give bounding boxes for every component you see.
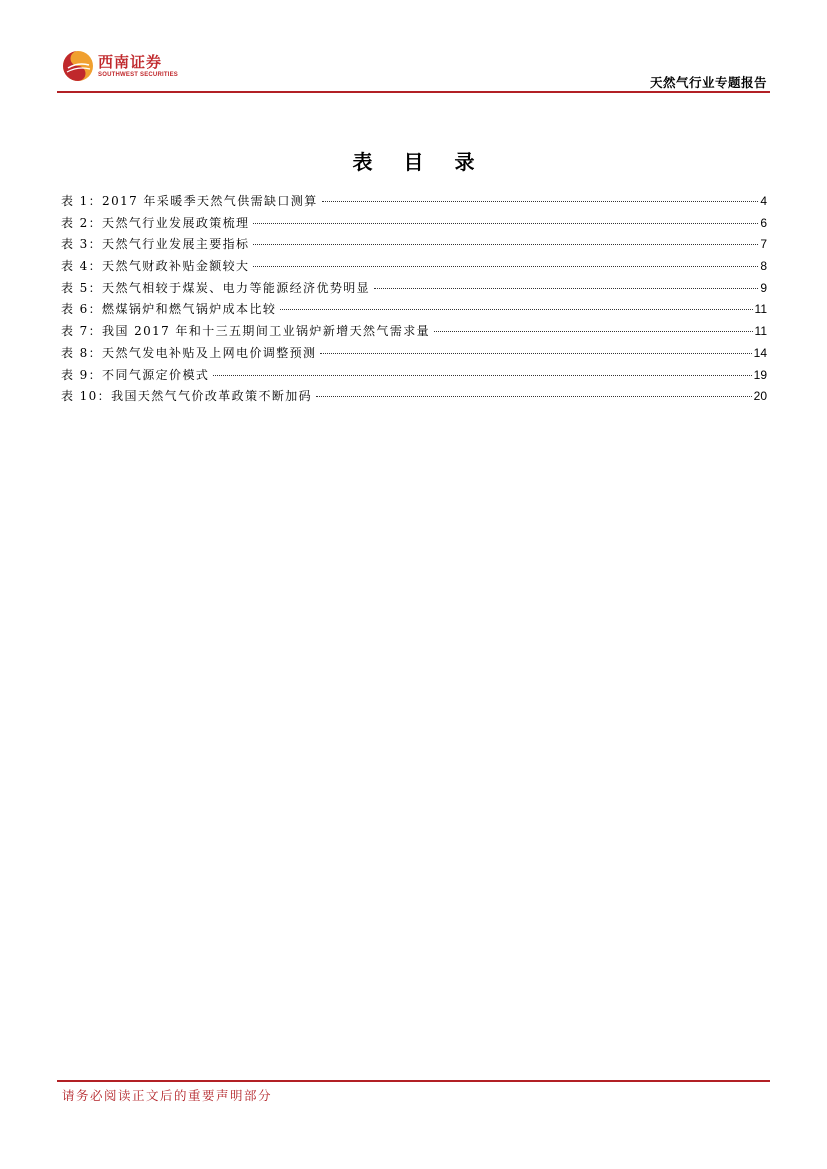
toc-entry[interactable] — [61, 322, 767, 344]
report-title: 天然气行业专题报告 — [649, 75, 767, 90]
toc-entry-page: 11 — [754, 324, 767, 339]
toc-entry[interactable] — [61, 300, 767, 322]
toc-dot-leader — [253, 244, 758, 245]
toc-entry[interactable] — [61, 235, 767, 257]
toc-entry[interactable] — [61, 344, 767, 366]
toc-entry-page: 8 — [760, 259, 767, 274]
toc-entry-page: 20 — [753, 389, 767, 404]
toc-entry[interactable] — [61, 257, 767, 279]
toc-dot-leader — [280, 309, 752, 310]
toc-entry[interactable] — [61, 279, 767, 301]
toc-entry[interactable] — [61, 366, 767, 388]
toc-dot-leader — [434, 331, 753, 332]
toc-entry[interactable] — [61, 192, 767, 214]
logo-english-name: SOUTHWEST SECURITIES — [98, 71, 179, 78]
logo-chinese-name: 西南证券 — [98, 52, 163, 71]
toc-dot-leader — [374, 288, 758, 289]
footer-disclaimer: 请务必阅读正文后的重要声明部分 — [62, 1088, 273, 1103]
toc-entry-label: 表 9：不同气源定价模式 — [61, 367, 210, 382]
toc-dot-leader — [320, 353, 751, 354]
toc-dot-leader — [253, 223, 758, 224]
toc-entry-label: 表 8：天然气发电补贴及上网电价调整预测 — [61, 345, 317, 360]
toc-entry-label: 表 3：天然气行业发展主要指标 — [61, 237, 250, 252]
header-divider — [57, 91, 770, 93]
toc-entry-label: 表 1：2017 年采暖季天然气供需缺口测算 — [61, 194, 318, 208]
toc-entry-page: 11 — [754, 302, 767, 317]
toc-entry-label: 表 4：天然气财政补贴金额较大 — [61, 259, 250, 274]
toc-entry-page: 9 — [760, 280, 767, 295]
toc-entry-label: 表 2：天然气行业发展政策梳理 — [61, 215, 250, 230]
toc-entry-page: 7 — [760, 237, 767, 252]
toc-entry[interactable] — [61, 387, 767, 409]
toc-dot-leader — [322, 201, 759, 202]
toc-dot-leader — [253, 266, 758, 267]
footer-divider — [57, 1080, 770, 1082]
toc-entry-page: 19 — [753, 367, 767, 382]
toc-entry-label: 表 6：燃煤锅炉和燃气锅炉成本比较 — [61, 302, 277, 317]
southwest-securities-logo-icon — [62, 50, 94, 82]
toc-dot-leader — [316, 396, 752, 397]
toc-entry-page: 6 — [760, 215, 767, 230]
company-logo — [62, 50, 178, 82]
toc-dot-leader — [213, 375, 751, 376]
toc-entry-page: 14 — [753, 345, 767, 360]
page-header — [0, 0, 827, 95]
toc-entry-page: 4 — [760, 194, 767, 208]
toc-entry-label: 表 7：我国 2017 年和十三五期间工业锅炉新增天然气需求量 — [61, 324, 431, 339]
table-of-contents — [61, 192, 767, 409]
toc-heading: 表 目 录 — [352, 150, 487, 174]
toc-entry[interactable] — [61, 214, 767, 236]
toc-entry-label: 表 10：我国天然气气价改革政策不断加码 — [61, 389, 313, 404]
toc-entry-label: 表 5：天然气相较于煤炭、电力等能源经济优势明显 — [61, 280, 371, 295]
